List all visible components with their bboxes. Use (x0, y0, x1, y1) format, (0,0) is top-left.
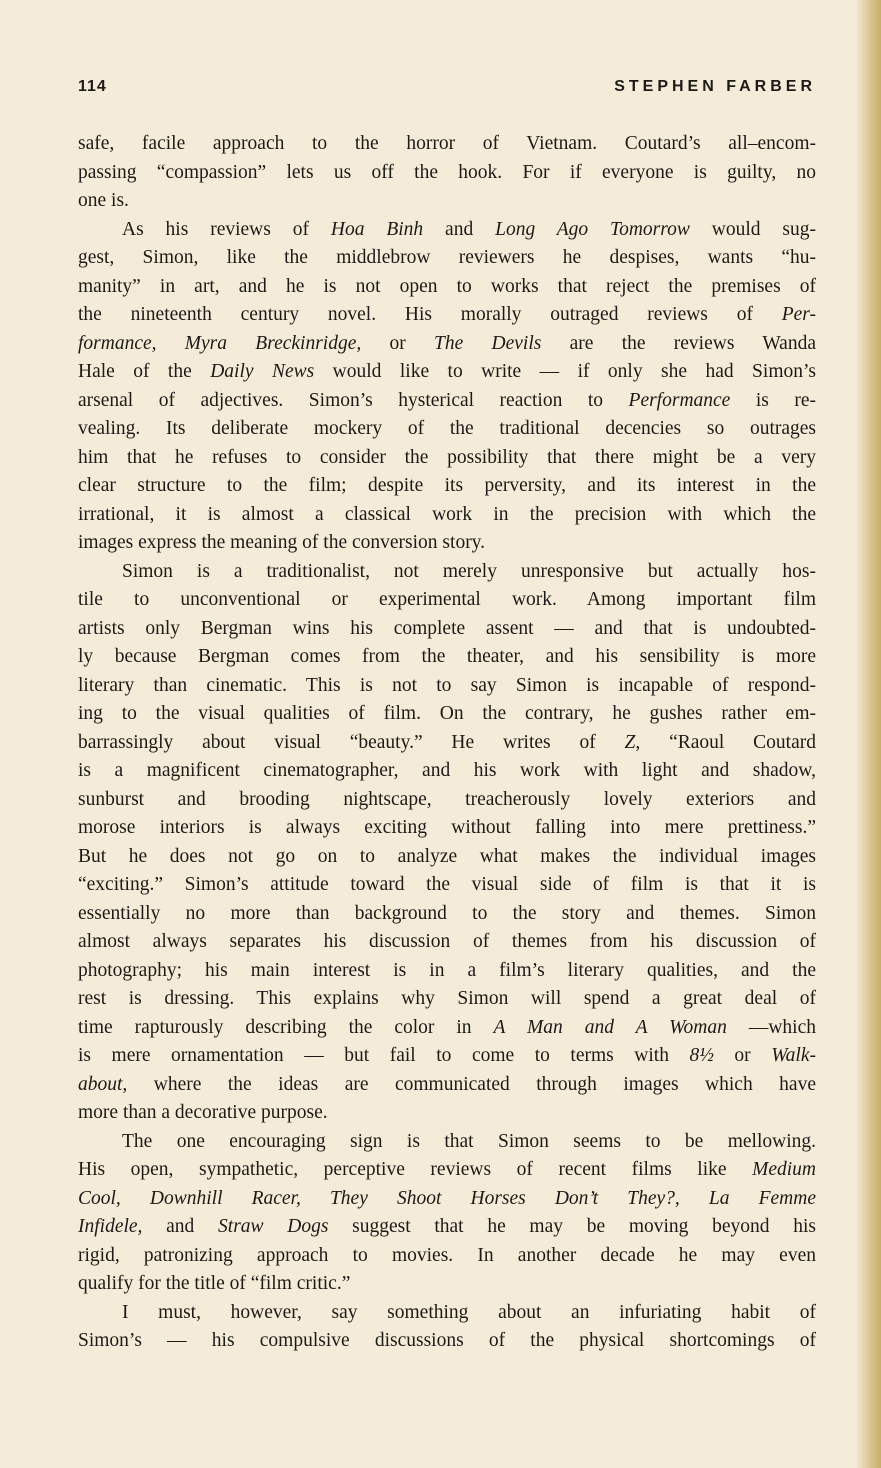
text-segment: and (423, 218, 496, 240)
text-segment: manity” in art, and he is not open to works that reject the premises of (78, 275, 816, 297)
text-segment: Simon’s — his compulsive discussions of the physical shortcomings of (78, 1330, 816, 1351)
italic-title: Walk- (771, 1045, 816, 1066)
text-segment: ly because Bergman comes from the theater, and his sensibility is more (78, 646, 816, 667)
text-segment: safe, facile approach to the horror of Vietnam. Coutard’s all–encom- (78, 133, 816, 154)
text-line (78, 729, 816, 758)
text-segment: and (142, 1216, 219, 1237)
text-line (78, 558, 816, 587)
italic-title: Infidele, (78, 1216, 143, 1237)
text-segment: —which (726, 1016, 816, 1038)
text-segment: , “Raoul Coutard (635, 731, 816, 753)
running-head: STEPHEN FARBER (614, 78, 816, 95)
text-line (78, 358, 816, 387)
text-segment: are the reviews Wanda (541, 332, 816, 354)
text-line (78, 1128, 816, 1157)
text-line (78, 1099, 816, 1128)
text-line (78, 586, 816, 615)
text-segment: tile to unconventional or experimental work. Among important film (78, 589, 816, 610)
text-line (78, 130, 816, 159)
text-line (78, 900, 816, 929)
italic-title: Daily News (210, 361, 315, 382)
text-line (78, 643, 816, 672)
text-line (78, 415, 816, 444)
text-segment: barrassingly about visual “beauty.” He writes of (78, 731, 625, 753)
text-segment: rest is dressing. This explains why Simon will spend a great deal of (78, 988, 816, 1009)
text-line (78, 501, 816, 530)
text-line (78, 1299, 816, 1328)
italic-title: Performance (628, 389, 731, 411)
text-line (78, 1156, 816, 1185)
text-line (78, 387, 816, 416)
text-segment: suggest that he may be moving beyond his (328, 1216, 816, 1237)
text-line (78, 1213, 816, 1242)
text-segment: Hale of the (78, 361, 211, 382)
page-edge-shadow (855, 0, 881, 1468)
text-line (78, 700, 816, 729)
text-segment: literary than cinematic. This is not to say Simon is incapable of respond- (78, 674, 816, 696)
text-segment: His open, sympathetic, perceptive reviews of recent films like (78, 1159, 753, 1180)
text-line (78, 444, 816, 473)
text-line (78, 159, 816, 188)
italic-title: 8½ (689, 1045, 714, 1066)
text-segment: clear structure to the film; despite its perversity, and its interest in the (78, 475, 816, 496)
text-line (78, 301, 816, 330)
text-segment: morose interiors is always exciting without falling into mere prettiness.” (78, 817, 816, 838)
text-segment: is a magnificent cinematographer, and his work with light and shadow, (78, 760, 816, 781)
text-segment: rigid, patronizing approach to movies. In another decade he may even (78, 1244, 816, 1266)
text-segment: is mere ornamentation — but fail to come to terms with (78, 1045, 690, 1066)
text-segment: gest, Simon, like the middlebrow reviewers he despises, wants “hu- (78, 247, 816, 268)
text-line (78, 216, 816, 245)
body-text (78, 130, 816, 1356)
italic-title: Medium (752, 1159, 816, 1180)
text-line (78, 330, 816, 359)
italic-title: Straw Dogs (218, 1216, 329, 1237)
text-segment: qualify for the title of “film critic.” (78, 1273, 351, 1294)
text-line (78, 244, 816, 273)
text-line (78, 1270, 816, 1299)
text-line (78, 843, 816, 872)
text-segment: essentially no more than background to the story and themes. Simon (78, 902, 816, 924)
text-segment: almost always separates his discussion of themes from his discussion of (78, 931, 816, 952)
text-segment: the nineteenth century novel. His morally outraged reviews of (78, 304, 782, 325)
text-line (78, 928, 816, 957)
text-segment: is re- (730, 389, 816, 411)
text-line (78, 814, 816, 843)
text-segment: would like to write — if only she had Simon’s (314, 361, 816, 382)
text-segment: images express the meaning of the conversion story. (78, 532, 486, 553)
text-segment: passing “compassion” lets us off the hook. For if everyone is guilty, no (78, 161, 816, 183)
text-segment: where the ideas are communicated through images which have (127, 1073, 816, 1095)
italic-title: formance, Myra Breckinridge, (78, 332, 362, 354)
text-line (78, 529, 816, 558)
text-segment: time rapturously describing the color in (78, 1016, 494, 1038)
text-segment: or (713, 1045, 772, 1066)
text-line (78, 187, 816, 216)
text-line (78, 1042, 816, 1071)
text-line (78, 1014, 816, 1043)
text-line (78, 985, 816, 1014)
text-line (78, 472, 816, 501)
text-line (78, 672, 816, 701)
text-line (78, 1185, 816, 1214)
text-segment: The one encouraging sign is that Simon seems to be mellowing. (122, 1130, 816, 1152)
italic-title: Long Ago Tomorrow (495, 218, 690, 240)
text-line (78, 757, 816, 786)
text-segment: irrational, it is almost a classical work in the precision with which the (78, 503, 816, 525)
italic-title: Per- (781, 304, 816, 325)
italic-title: Hoa Binh (330, 218, 424, 240)
text-line (78, 957, 816, 986)
text-segment: sunburst and brooding nightscape, treacherously lovely exteriors and (78, 788, 816, 810)
text-segment: But he does not go on to analyze what makes the individual images (78, 845, 816, 867)
page-number: 114 (78, 78, 107, 95)
text-segment: more than a decorative purpose. (78, 1102, 328, 1123)
italic-title: The Devils (434, 332, 542, 354)
text-line (78, 1242, 816, 1271)
text-line (78, 786, 816, 815)
text-segment: him that he refuses to consider the possibility that there might be a very (78, 446, 816, 468)
text-segment: one is. (78, 190, 129, 211)
text-segment: ing to the visual qualities of film. On the contrary, he gushes rather em- (78, 703, 816, 724)
text-line (78, 615, 816, 644)
text-segment: photography; his main interest is in a film’s literary qualities, and the (78, 959, 816, 981)
page-header (78, 78, 816, 102)
text-segment: “exciting.” Simon’s attitude toward the visual side of film is that it is (78, 874, 816, 895)
italic-title: about, (78, 1073, 128, 1095)
text-segment: or (361, 332, 435, 354)
text-segment: I must, however, say something about an infuriating habit of (122, 1301, 816, 1323)
text-segment: Simon is a traditionalist, not merely unresponsive but actually hos- (122, 560, 816, 582)
italic-title: Cool, Downhill Racer, They Shoot Horses Don’t They?, La Femme (78, 1187, 816, 1209)
text-segment: arsenal of adjectives. Simon’s hysterical reaction to (78, 389, 629, 411)
text-segment: vealing. Its deliberate mockery of the traditional decencies so outrages (78, 418, 816, 439)
text-segment: artists only Bergman wins his complete assent — and that is undoubted- (78, 617, 816, 639)
italic-title: A Man and A Woman (493, 1016, 727, 1038)
text-line (78, 273, 816, 302)
italic-title: Z (624, 731, 636, 753)
text-line (78, 1327, 816, 1356)
text-segment: would sug- (689, 218, 816, 240)
text-segment: As his reviews of (122, 218, 331, 240)
text-line (78, 871, 816, 900)
text-line (78, 1071, 816, 1100)
